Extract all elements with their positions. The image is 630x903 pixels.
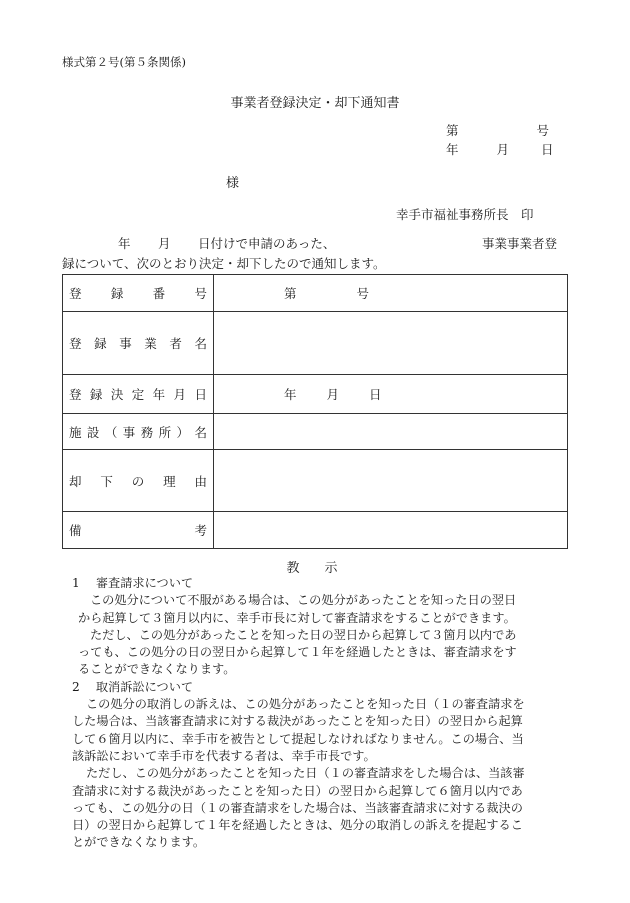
instruction-line: から起算して３箇月以内に、幸手市長に対して審査請求をすることができます。 — [78, 610, 516, 625]
value-decision-date — [214, 375, 568, 414]
number-dai: 第 — [446, 123, 459, 138]
value-remarks — [214, 512, 568, 549]
label-char: 号 — [194, 286, 207, 301]
label-char: 登 — [69, 387, 82, 402]
label-char: 月 — [173, 387, 187, 402]
instruction-line: ることができなくなります。 — [78, 662, 236, 677]
label-char: 決 — [110, 387, 124, 402]
recipient-honorific: 様 — [226, 176, 240, 191]
form-number: 様式第２号(第５条関係) — [62, 55, 186, 69]
label-char: 番 — [152, 286, 166, 301]
instruction-line: っても、この処分の日の翌日から起算して１年を経過したときは、審査請求をす — [78, 645, 517, 660]
row-label-rejection-reason — [63, 450, 214, 512]
label-char: 業 — [144, 336, 157, 351]
table-row — [63, 375, 568, 414]
instructions-body — [62, 575, 572, 852]
instruction-line: して６箇月以内に、幸手市を被告として提起しなければなりません。この場合、当 — [72, 731, 524, 746]
label-char: 名 — [194, 424, 207, 440]
label-char: 事 — [122, 424, 136, 440]
label-char: 録 — [94, 336, 107, 351]
label-char: 所 — [158, 424, 172, 440]
label-char: 下 — [100, 473, 113, 489]
row-label-decision-date — [63, 375, 214, 414]
instruction-line: っても、この処分の日（１の審査請求をした場合は、当該審査請求に対する裁決の — [72, 800, 523, 815]
label-char: 者 — [169, 336, 182, 351]
row-label-registration-number — [63, 275, 214, 312]
date-month: 月 — [496, 142, 509, 157]
instruction-line: とができなくなります。 — [72, 835, 206, 850]
label-char: 却 — [69, 473, 82, 489]
value-registration-number — [214, 275, 568, 312]
issue-date-line — [446, 140, 553, 158]
instruction-line: この処分の取消しの訴えは、この処分があったことを知った日（１の審査請求を — [86, 697, 525, 712]
number-go: 号 — [536, 123, 549, 138]
document-title: 事業者登録決定・却下通知書 — [230, 96, 400, 111]
body-business: 事業事業者登 — [482, 236, 558, 251]
instruction-heading: 2 取消訴訟について — [72, 679, 194, 694]
table-row — [63, 275, 568, 312]
value-month: 月 — [326, 387, 340, 402]
value-day: 日 — [369, 387, 382, 402]
date-day: 日 — [540, 142, 554, 157]
instruction-line: 査請求に対する裁決があったことを知った日）の翌日から起算して６箇月以内であ — [72, 783, 523, 798]
value-year: 年 — [284, 387, 297, 402]
label-char: 録 — [89, 387, 103, 402]
label-char: 登 — [69, 336, 82, 351]
table-row — [63, 512, 568, 549]
label-char: 登 — [69, 286, 82, 301]
label-char: 備 — [69, 523, 82, 538]
label-char: 由 — [194, 473, 207, 489]
label-char: 日 — [194, 387, 207, 402]
value-rejection-reason — [214, 450, 568, 512]
instruction-line: 該訴訟において幸手市を代表する者は、幸手市長です。 — [72, 748, 376, 763]
label-char: 年 — [152, 387, 166, 402]
label-char: 録 — [110, 286, 124, 301]
label-char: 設 — [86, 424, 100, 440]
label-char: 考 — [194, 523, 207, 538]
label-char: 施 — [69, 424, 82, 440]
value-go: 号 — [356, 286, 370, 301]
value-dai: 第 — [284, 286, 297, 301]
instruction-line: ただし、この処分があったことを知った日の翌日から起算して３箇月以内であ — [90, 627, 517, 642]
row-label-business-name — [63, 312, 214, 375]
body-line-1 — [62, 234, 568, 252]
document-number-line — [446, 121, 549, 139]
value-facility-name — [214, 414, 568, 450]
label-char: ） — [176, 424, 190, 440]
label-char: 定 — [131, 387, 145, 402]
instruction-line: 日）の翌日から起算して１年を経過したときは、処分の取消しの訴えを提起するこ — [72, 818, 523, 833]
label-char: 理 — [163, 473, 176, 489]
instruction-line: この処分について不服がある場合は、この処分があったことを知った日の翌日 — [90, 593, 517, 608]
table-row — [63, 312, 568, 375]
instructions-title: 教 示 — [286, 561, 344, 576]
body-month: 月 — [158, 236, 171, 251]
table-row — [63, 450, 568, 512]
label-char: 事 — [119, 336, 132, 351]
label-char: の — [131, 473, 145, 489]
label-char: 名 — [194, 336, 207, 351]
issuer-name: 幸手市福祉事務所長 印 — [396, 207, 534, 222]
row-label-facility-name — [63, 414, 214, 450]
date-year: 年 — [446, 142, 459, 157]
label-char: 務 — [140, 424, 154, 440]
instruction-line: ただし、この処分があったことを知った日（１の審査請求をした場合は、当該審 — [86, 766, 525, 781]
value-business-name — [214, 312, 568, 375]
body-dated: 日付けで申請のあった、 — [198, 236, 336, 251]
instruction-heading: 1 審査請求について — [72, 576, 194, 590]
row-label-remarks — [63, 512, 214, 549]
registration-table — [62, 274, 568, 549]
body-line-2: 録について、次のとおり決定・却下したので通知します。 — [62, 256, 386, 271]
label-char: （ — [104, 424, 118, 440]
body-year: 年 — [118, 236, 131, 251]
table-row — [63, 414, 568, 450]
instruction-line: した場合は、当該審査請求に対する裁決があったことを知った日）の翌日から起算 — [72, 714, 523, 729]
